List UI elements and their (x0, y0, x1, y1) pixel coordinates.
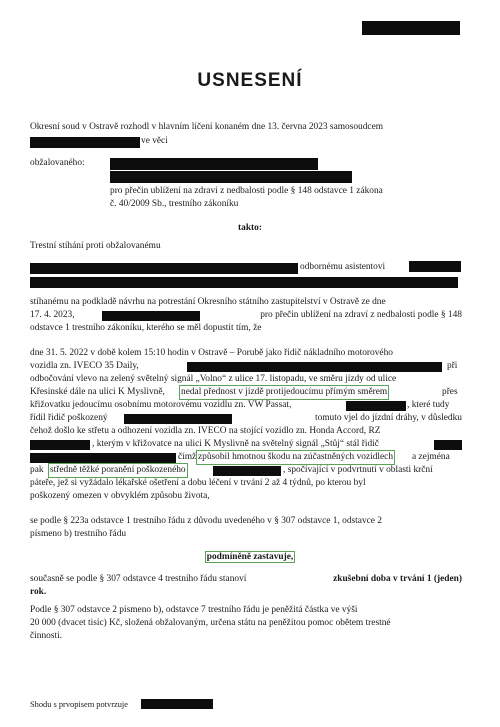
facts-line-6a: řídil řidič poškozený (30, 413, 108, 423)
redaction-bar (30, 263, 298, 274)
redaction-bar (346, 401, 406, 411)
probation-line-1a: současně se podle § 307 odstavce 4 trestního řádu stanoví (30, 574, 247, 584)
assistant-text: odbornému asistentovi (300, 262, 386, 272)
redaction-bar (30, 453, 176, 463)
redaction-bar (409, 261, 461, 272)
facts-line-6b: tomuto vjel do jízdní dráhy, v důsledku (314, 413, 462, 423)
facts-line-9b: a zejména (412, 452, 450, 462)
legal-basis-line-2: písmeno b) trestního řádu (30, 529, 127, 539)
redaction-bar (434, 440, 462, 450)
highlight-right-of-way: nedal přednost v jízdě protijedoucímu přímým směrem (179, 385, 389, 400)
facts-line-12: poškozený omezen v obvyklém způsobu života, (30, 491, 210, 501)
redaction-bar (30, 277, 458, 288)
redaction-bar (141, 699, 213, 709)
highlight-injury: středně těžké poranění poškozeného (48, 463, 188, 478)
intro-line-2: ve věci (141, 136, 168, 146)
redaction-bar (187, 362, 442, 372)
facts-line-2b: při (447, 361, 458, 371)
redaction-bar (30, 137, 140, 148)
facts-line-1: dne 31. 5. 2022 v době kolem 15:10 hodin v Ostravě – Porubě jako řidič nákladního motorového (30, 348, 393, 358)
facts-line-2a: vozidla zn. IVECO 35 Daily, (30, 361, 139, 371)
redaction-bar (124, 414, 232, 424)
redaction-bar (213, 466, 281, 476)
facts-line-7: čehož došlo ke střetu a odhození vozidla zn. IVECO na stojící vozidlo zn. Honda Accord, RZ (30, 426, 381, 436)
facts-line-9a: čímž (178, 452, 197, 462)
redaction-bar (30, 440, 90, 450)
decision-text: podmíněně zastavuje, (206, 552, 294, 562)
redaction-bar (362, 21, 460, 35)
payment-line-1: Podle § 307 odstavce 2 písmeno b), odstavce 7 trestního řádu je peněžitá částka ve výši (30, 605, 358, 615)
facts-line-5b: , které tudy (407, 400, 450, 410)
footer-text: Shodu s prvopisem potvrzuje (30, 700, 128, 709)
facts-line-10b: , spočívající v podvrtnutí v oblasti krční (283, 465, 433, 475)
facts-line-10a: pak (30, 465, 44, 475)
facts-line-5: křižovatku jedoucímu osobnímu motorovému vozidlu zn. VW Passat, (30, 400, 292, 410)
payment-line-2: 20 000 (dvacet tisíc) Kč, složená obžalovaným, určena státu na peněžitou pomoc obětem trestné (30, 618, 391, 628)
decision-wrapper (0, 551, 500, 564)
prosecuted-line-2b: pro přečin ublížení na zdraví z nedbalosti podle § 148 (260, 310, 462, 320)
prosecuted-line-3: odstavce 1 trestního zákoníku, kterého se měl dopustit tím, že (30, 323, 262, 333)
defendant-label: obžalovaného: (30, 158, 85, 168)
prosecution-heading: Trestní stíhání proti obžalovanému (30, 241, 161, 251)
highlight-material-damage: způsobil hmotnou škodu na zúčastněných vozidlech (196, 450, 395, 465)
prosecuted-line-1: stíhanému na podkladě návrhu na potrestání Okresního státního zastupitelství v Ostravě ze dne (30, 297, 386, 307)
legal-basis-line-1: se podle § 223a odstavce 1 trestního řádu z důvodu uvedeného v § 307 odstavce 1, odstavce 2 (30, 516, 382, 526)
intro-line-1: Okresní soud v Ostravě rozhodl v hlavním líčení konaném dne 13. června 2023 samosoudcem (30, 122, 384, 132)
facts-line-8a: , kterým v křižovatce na ulici K Myslivně na světelný signál „Stůj“ stál řidič (92, 439, 379, 449)
document-title: USNESENÍ (197, 70, 303, 91)
redaction-bar (110, 171, 352, 183)
facts-line-3: odbočování vlevo na zelený světelný signál „Volno“ z ulice 17. listopadu, ve směru jízdy od ulice (30, 374, 397, 384)
redaction-bar (102, 311, 200, 321)
facts-line-11: páteře, jež si vyžádalo lékařské ošetření a dobu léčení v trvání 2 až 4 týdnů, po kterou byl (30, 478, 366, 488)
takto-heading: takto: (238, 223, 262, 233)
charge-line-1: pro přečin ublížení na zdraví z nedbalosti podle § 148 odstavce 1 zákona (110, 186, 383, 196)
charge-line-2: č. 40/2009 Sb., trestního zákoníku (110, 199, 239, 209)
facts-line-4a: Křesinské dále na ulici K Myslivně, (30, 387, 165, 397)
probation-line-2: rok. (30, 587, 47, 597)
prosecuted-line-2a: 17. 4. 2023, (30, 310, 75, 320)
facts-line-4b: přes (442, 387, 458, 397)
redaction-bar (110, 158, 318, 170)
payment-line-3: činnosti. (30, 631, 63, 641)
probation-line-1b: zkušební doba v trvání 1 (jeden) (333, 574, 462, 584)
